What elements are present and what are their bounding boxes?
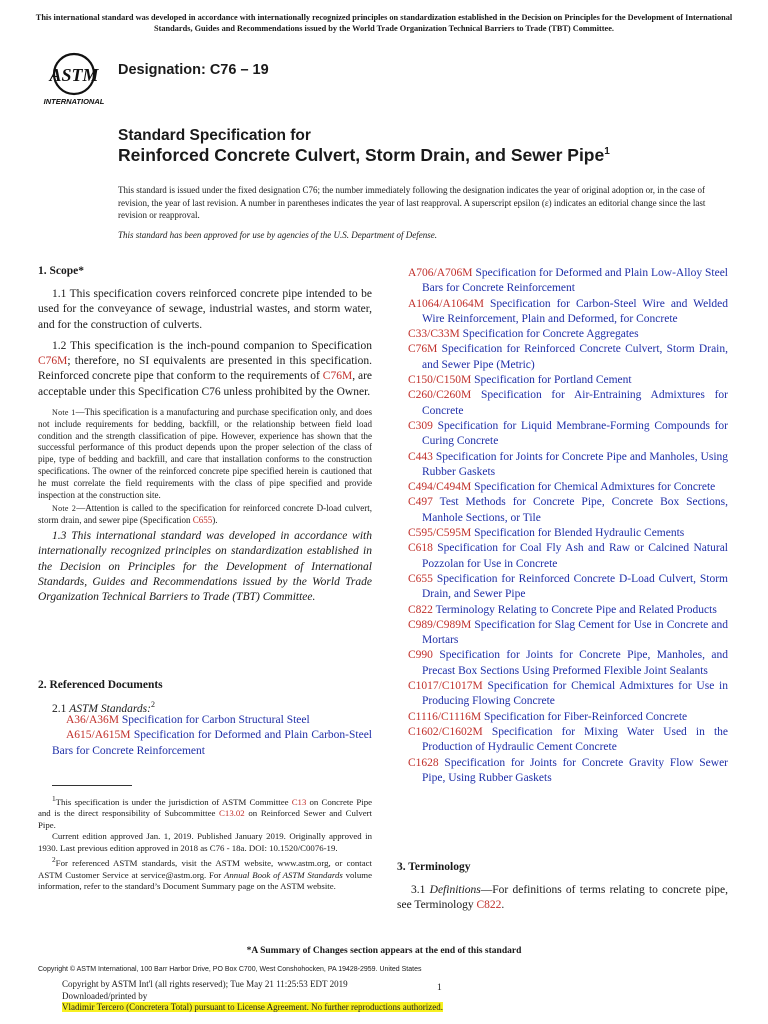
reference-item bbox=[408, 495, 728, 526]
designation: Designation: C76 – 19 bbox=[118, 62, 269, 78]
reference-code-link[interactable]: C618 bbox=[408, 542, 433, 555]
intro-paragraph: This standard is issued under the fixed designation C76; the number immediately following the designation indicates the year of original adoption or, in the case of revision, the year of last revision. A number in parentheses indicates the year of last reapproval. A superscript epsilon (ε) indicates an editorial change since the last revision or reapproval. bbox=[118, 185, 706, 220]
reference-item bbox=[408, 679, 728, 710]
right-reference-list bbox=[408, 266, 728, 786]
note-2 bbox=[38, 503, 372, 527]
reference-item bbox=[408, 648, 728, 679]
paragraph-1-1: 1.1 This specification covers reinforced concrete pipe intended to be used for the conveyance of sewage, industrial wastes, and storm water, and for the construction of culverts. bbox=[38, 288, 372, 331]
reference-title-link[interactable]: Specification for Portland Cement bbox=[474, 374, 632, 387]
reference-code-link[interactable]: C443 bbox=[408, 450, 433, 463]
license-line-2: Downloaded/printed by bbox=[62, 990, 148, 1001]
top-notice: This international standard was developed in accordance with internationally recognized principles on standardization established in the Decision on Principles for the Development of International Standards, Guides and Recommendations issued by the World Trade Organization Technical Barriers to Trade (TBT) Committee. bbox=[35, 13, 733, 33]
reference-code-link[interactable]: C1017/C1017M bbox=[408, 680, 483, 693]
footnote-1-mark: 1 bbox=[52, 794, 56, 803]
paragraph-3-1-num: 3.1 bbox=[411, 884, 430, 896]
footnote-2-text-b: volume information, refer to the standard’s Document Summary page on the ASTM website. bbox=[38, 869, 372, 892]
reference-title-link[interactable]: Test Methods for Concrete Pipe, Concrete Box Sections, Manhole Sections, or Tile bbox=[422, 496, 728, 524]
reference-title-link[interactable]: Specification for Fiber-Reinforced Concrete bbox=[483, 710, 688, 723]
scope-heading: 1. Scope* bbox=[38, 265, 84, 277]
reference-item bbox=[408, 419, 728, 450]
astm-standards-num: 2.1 bbox=[52, 702, 70, 715]
reference-code-link[interactable]: A1064/A1064M bbox=[408, 297, 485, 310]
definitions-term: Definitions bbox=[429, 884, 481, 896]
title-prefix: Standard Specification for bbox=[118, 127, 311, 144]
reference-item bbox=[408, 603, 728, 618]
paragraph-1-2-text-b: ; therefore, no SI equivalents are presented in this specification. Reinforced concrete pipe that conform to the requirements of bbox=[38, 355, 372, 383]
reference-item bbox=[408, 710, 728, 725]
reference-item bbox=[408, 618, 728, 649]
reference-title-link[interactable]: Specification for Reinforced Concrete D-Load Culvert, Storm Drain, and Sewer Pipe bbox=[422, 572, 729, 601]
left-reference-list bbox=[38, 713, 372, 759]
footnote-1-text-b: on Concrete Pipe and is the direct responsibility of Subcommittee bbox=[38, 796, 372, 819]
reference-code-link[interactable]: C494/C494M bbox=[408, 481, 472, 494]
footnote-1-text-a: This specification is under the jurisdiction of ASTM Committee bbox=[55, 796, 292, 807]
reference-code-link[interactable]: C989/C989M bbox=[408, 618, 472, 631]
astm-standards-fn: 2 bbox=[150, 700, 155, 709]
reference-item bbox=[408, 572, 728, 603]
ref-link-c655[interactable]: C655 bbox=[192, 515, 213, 526]
reference-title-link[interactable]: Specification for Reinforced Concrete Culvert, Storm Drain, and Sewer Pipe (Metric) bbox=[422, 343, 728, 371]
title-text: Reinforced Concrete Culvert, Storm Drain, and Sewer Pipe bbox=[118, 145, 605, 165]
reference-item bbox=[38, 713, 372, 728]
paragraph-1-2-text-a: 1.2 This specification is the inch-pound companion to Specification bbox=[52, 339, 372, 352]
reference-title-link[interactable]: Specification for Chemical Admixtures for Concrete bbox=[474, 481, 716, 494]
note-2-text-a: —Attention is called to the specification for reinforced concrete D-load culvert, storm drain, and sewer pipe (Specification bbox=[38, 503, 372, 526]
ref-link-c76m-2[interactable]: C76M bbox=[322, 370, 353, 383]
referenced-heading: 2. Referenced Documents bbox=[38, 679, 163, 691]
reference-title-link[interactable]: Specification for Deformed and Plain Low-Alloy Steel Bars for Concrete Reinforcement bbox=[422, 267, 729, 295]
reference-code-link[interactable]: C1116/C1116M bbox=[408, 710, 482, 723]
note-1-text: —This specification is a manufacturing and purchase specification only, and does not include requirements for bedding, backfill, or the relationship between field load condition and the strength classification of pipe. However, experience has shown that the successful performance of this product depends upon the proper selection of the class of pipe, type of bedding and backfill, and care that installation conforms to the construction specifications. The owner of the reinforced concrete pipe specified herein is cautioned that he must correlate the field requirements with the class of pipe specified and provide inspection at the construction site. bbox=[38, 407, 372, 500]
reference-code-link[interactable]: C260/C260M bbox=[408, 389, 472, 402]
reference-item bbox=[408, 725, 728, 756]
note-2-text-b: ). bbox=[212, 515, 218, 526]
reference-code-link[interactable]: C822 bbox=[408, 603, 433, 616]
reference-title-link[interactable]: Specification for Joints for Concrete Gravity Flow Sewer Pipe, Using Rubber Gaskets bbox=[422, 756, 728, 784]
reference-item bbox=[408, 266, 728, 297]
license-block bbox=[62, 979, 443, 1014]
reference-item bbox=[408, 327, 728, 342]
reference-code-link[interactable]: A36/A36M bbox=[66, 714, 120, 726]
reference-title-link[interactable]: Specification for Liquid Membrane-Forming Compounds for Curing Concrete bbox=[422, 419, 728, 448]
footnote-1 bbox=[38, 793, 372, 831]
footnote-2-text-a: For referenced ASTM standards, visit the ASTM website, www.astm.org, or contact ASTM Customer Service at service@astm.org. For bbox=[38, 858, 372, 880]
reference-code-link[interactable]: C655 bbox=[408, 572, 433, 585]
reference-title-link[interactable]: Specification for Carbon-Steel Wire and Welded Wire Reinforcement, Plain and Deformed, for Concrete bbox=[422, 297, 729, 325]
reference-code-link[interactable]: C990 bbox=[408, 649, 433, 662]
reference-title-link[interactable]: Terminology Relating to Concrete Pipe and Related Products bbox=[435, 603, 717, 616]
reference-code-link[interactable]: C497 bbox=[408, 496, 433, 509]
license-line-3: Vladimir Tercero (Concretera Total) pursuant to License Agreement. No further reproductions authorized. bbox=[62, 1002, 444, 1012]
reference-item bbox=[408, 373, 728, 388]
reference-code-link[interactable]: A706/A706M bbox=[408, 267, 473, 279]
reference-title-link[interactable]: Specification for Deformed and Plain Carbon-Steel Bars for Concrete Reinforcement bbox=[52, 729, 373, 757]
reference-code-link[interactable]: C1628 bbox=[408, 756, 439, 769]
paragraph-1-2-text-c: , are acceptable under this Specification C76 unless prohibited by the Owner. bbox=[38, 370, 373, 398]
astm-logo-text: ASTM bbox=[49, 65, 99, 85]
reference-code-link[interactable]: A615/A615M bbox=[66, 729, 131, 742]
reference-title-link[interactable]: Specification for Joints for Concrete Pipe, Manholes, and Precast Box Sections Using Preformed Flexible Joint Sealants bbox=[422, 649, 728, 677]
page-number: 1 bbox=[437, 983, 442, 993]
astm-logo bbox=[34, 50, 114, 106]
paragraph-3-1-end: . bbox=[501, 899, 505, 912]
reference-title-link[interactable]: Specification for Coal Fly Ash and Raw or Calcined Natural Pozzolan for Use in Concrete bbox=[422, 542, 728, 570]
reference-item bbox=[408, 450, 728, 481]
reference-item bbox=[408, 342, 728, 373]
paragraph-1-2 bbox=[38, 339, 372, 400]
reference-title-link[interactable]: Specification for Joints for Concrete Pipe and Manholes, Using Rubber Gaskets bbox=[422, 450, 729, 478]
paragraph-3-1 bbox=[397, 883, 728, 914]
reference-title-link[interactable]: Specification for Carbon Structural Steel bbox=[121, 714, 310, 726]
reference-code-link[interactable]: C76M bbox=[408, 343, 438, 356]
summary-of-changes-note: *A Summary of Changes section appears at the end of this standard bbox=[246, 946, 522, 956]
note-1-label: Note 1 bbox=[52, 408, 76, 418]
footnote-2 bbox=[38, 854, 372, 892]
title-footnote-mark: 1 bbox=[604, 146, 610, 158]
reference-item bbox=[408, 297, 728, 328]
reference-item bbox=[408, 480, 728, 495]
reference-code-link[interactable]: C150/C150M bbox=[408, 374, 472, 387]
reference-item bbox=[408, 388, 728, 419]
reference-title-link[interactable]: Specification for Slag Cement for Use in Concrete and Mortars bbox=[422, 618, 728, 647]
ref-link-c822-terminology[interactable]: C822 bbox=[476, 899, 502, 912]
ref-link-c76m[interactable]: C76M bbox=[38, 355, 68, 368]
footnote-1-text-c: on Reinforced Sewer and Culvert Pipe. bbox=[38, 808, 372, 830]
dod-approval: This standard has been approved for use by agencies of the U.S. Department of Defense. bbox=[118, 230, 438, 240]
reference-code-link[interactable]: C1602/C1602M bbox=[408, 725, 483, 738]
reference-title-link[interactable]: Specification for Blended Hydraulic Cements bbox=[474, 527, 685, 540]
reference-code-link[interactable]: C33/C33M bbox=[408, 328, 460, 341]
reference-item bbox=[408, 526, 728, 541]
paragraph-3-1-text: —For definitions of terms relating to concrete pipe, see Terminology bbox=[397, 884, 729, 912]
astm-logo-sub: INTERNATIONAL bbox=[43, 97, 105, 106]
footnote-2-mark: 2 bbox=[52, 855, 56, 865]
paragraph-1-3: 1.3 This international standard was developed in accordance with internationally recognized principles on standardization established in the Decision on Principles for the Development of International Standards, Guides and Recommendations issued by the World Trade Organization Technical Barriers to Trade (TBT) Committee. bbox=[38, 530, 372, 604]
footnote-2-italic: Annual Book of ASTM Standards bbox=[224, 869, 343, 880]
copyright-line: Copyright © ASTM International, 100 Barr Harbor Drive, PO Box C700, West Conshohocken, PA 19428-2959. United States bbox=[38, 966, 422, 973]
reference-item bbox=[408, 541, 728, 572]
note-2-label: Note 2 bbox=[52, 504, 77, 514]
reference-title-link[interactable]: Specification for Air-Entraining Admixtures for Concrete bbox=[422, 389, 728, 417]
ref-link-c13[interactable]: C13 bbox=[291, 796, 307, 807]
title-main bbox=[118, 145, 610, 166]
ref-link-c13-02[interactable]: C13.02 bbox=[219, 808, 245, 819]
scope-body bbox=[38, 287, 372, 606]
terminology-heading: 3. Terminology bbox=[397, 861, 471, 873]
footnote-1-edition: Current edition approved Jan. 1, 2019. Published January 2019. Originally approved in 1930. Last previous edition approved in 2018 as C76 - 18a. DOI: 10.1520/C0076-19. bbox=[38, 831, 372, 853]
reference-item bbox=[408, 756, 728, 787]
reference-title-link[interactable]: Specification for Chemical Admixtures for Use in Producing Flowing Concrete bbox=[422, 680, 729, 708]
license-line-1: Copyright by ASTM Int'l (all rights reserved); Tue May 21 11:25:53 EDT 2019 bbox=[62, 979, 348, 989]
footnotes bbox=[38, 793, 372, 893]
note-1 bbox=[38, 407, 372, 501]
reference-title-link[interactable]: Specification for Concrete Aggregates bbox=[462, 328, 639, 341]
reference-title-link[interactable]: Specification for Mixing Water Used in the Production of Hydraulic Cement Concrete bbox=[422, 725, 728, 754]
reference-item bbox=[38, 728, 372, 759]
astm-standards-text: ASTM Standards: bbox=[69, 702, 151, 715]
reference-code-link[interactable]: C595/C595M bbox=[408, 527, 472, 540]
reference-code-link[interactable]: C309 bbox=[408, 419, 433, 432]
footnote-divider bbox=[52, 785, 132, 786]
